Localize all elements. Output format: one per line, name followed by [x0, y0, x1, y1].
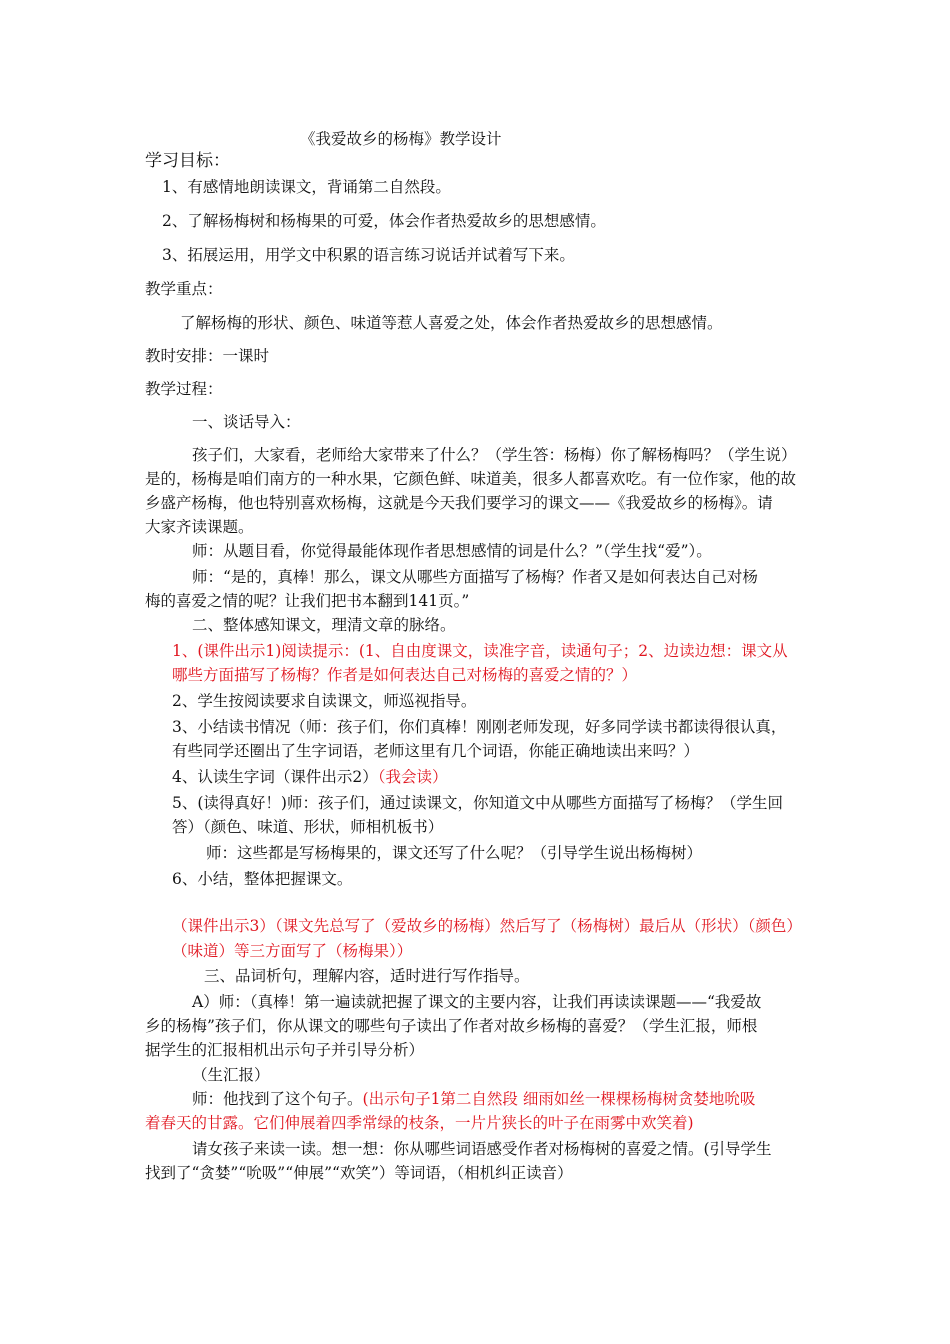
goal-item: 3、拓展运用，用学文中积累的语言练习说话并试着写下来。	[162, 246, 575, 264]
process-item: 2、学生按阅读要求自读课文，师巡视指导。	[172, 692, 477, 710]
process-item: 答）（颜色、味道、形状，师相机板书）	[172, 818, 444, 836]
section1-para-line: 孩子们，大家看，老师给大家带来了什么？（学生答：杨梅）你了解杨梅吗？（学生说）	[192, 446, 797, 464]
reading-tip-line: 哪些方面描写了杨梅？作者是如何表达自己对杨梅的喜爱之情的？）	[172, 666, 638, 684]
process-item	[172, 766, 448, 788]
found-sentence-cont: 着春天的甘露。它们伸展着四季常绿的枝条，一片片狭长的叶子在雨雾中欢笑着)	[145, 1114, 694, 1132]
goals-heading: 学习目标：	[145, 151, 230, 171]
process-item: 6、小结，整体把握课文。	[172, 870, 353, 888]
focus-heading: 教学重点：	[145, 280, 223, 298]
student-report: （生汇报）	[192, 1066, 270, 1084]
reading-tip-line: 1、(课件出示1)阅读提示：(1、自由度课文，读准字音，读通句子；2、边读边想：课文从	[172, 642, 788, 660]
section1-heading: 一、谈话导入：	[192, 413, 301, 431]
section1-para-line: 大家齐读课题。	[145, 518, 254, 536]
section2-heading: 二、整体感知课文，理清文章的脉络。	[192, 616, 456, 634]
section1-para-line: 师：“是的，真棒！那么，课文从哪些方面描写了杨梅？作者又是如何表达自己对杨	[192, 568, 758, 586]
item4-tag: （我会读）	[377, 768, 448, 786]
item4-text: 4、认读生字词（课件出示2）	[172, 768, 378, 786]
section3-para-line: 乡的杨梅”孩子们，你从课文的哪些句子读出了作者对故乡杨梅的喜爱？（学生汇报，师根	[145, 1017, 758, 1035]
section3-heading: 三、品词析句，理解内容，适时进行写作指导。	[204, 967, 530, 985]
section1-para-line: 乡盛产杨梅，他也特别喜欢杨梅，这就是今天我们要学习的课文——《我爱故乡的杨梅》。请	[145, 494, 773, 512]
process-heading: 教学过程：	[145, 380, 223, 398]
found-sentence: (出示句子1第二自然段 细雨如丝一棵棵杨梅树贪婪地吮吸	[362, 1090, 756, 1108]
process-item: 3、小结读书情况（师：孩子们，你们真棒！刚刚老师发现，好多同学读书都读得很认真，	[172, 718, 787, 736]
section3-para-line: 找到了“贪婪”“吮吸”“伸展”“欢笑”）等词语，（相机纠正读音）	[145, 1164, 573, 1182]
courseware-line: （课件出示3）（课文先总写了（爱故乡的杨梅）然后写了（杨梅树）最后从（形状）（颜色）	[172, 917, 802, 935]
section3-para-line: A）师：（真棒！第一遍读就把握了课文的主要内容，让我们再读读课题——“我爱故	[192, 993, 762, 1011]
process-item: 有些同学还圈出了生字词语，老师这里有几个词语，你能正确地读出来吗？）	[172, 742, 700, 760]
teacher-line: 师：这些都是写杨梅果的，课文还写了什么呢？（引导学生说出杨梅树）	[206, 844, 703, 862]
goal-item: 2、了解杨梅树和杨梅果的可爱，体会作者热爱故乡的思想感情。	[162, 212, 606, 230]
document-title: 《我爱故乡的杨梅》教学设计	[300, 130, 502, 148]
goal-item: 1、有感情地朗读课文，背诵第二自然段。	[162, 178, 451, 196]
schedule-line: 教时安排：一课时	[145, 347, 270, 365]
section3-para-line: 据学生的汇报相机出示句子并引导分析）	[145, 1041, 425, 1059]
section3-para-line: 请女孩子来读一读。想一想：你从哪些词语感受作者对杨梅树的喜爱之情。(引导学生	[192, 1140, 772, 1158]
section1-para-line: 梅的喜爱之情的呢？让我们把书本翻到141页。”	[145, 592, 470, 610]
found-intro: 师：他找到了这个句子。	[192, 1090, 363, 1108]
courseware-line: （味道）等三方面写了（杨梅果））	[172, 942, 413, 960]
found-sentence-line	[192, 1088, 755, 1110]
focus-text: 了解杨梅的形状、颜色、味道等惹人喜爱之处，体会作者热爱故乡的思想感情。	[180, 314, 723, 332]
process-item: 5、(读得真好！)师：孩子们，通过读课文，你知道文中从哪些方面描写了杨梅？（学生回	[172, 794, 783, 812]
section1-question: 师：从题目看，你觉得最能体现作者思想感情的词是什么？”（学生找“爱”）。	[192, 542, 712, 560]
section1-para-line: 是的，杨梅是咱们南方的一种水果，它颜色鲜、味道美，很多人都喜欢吃。有一位作家，他的故	[145, 470, 797, 488]
